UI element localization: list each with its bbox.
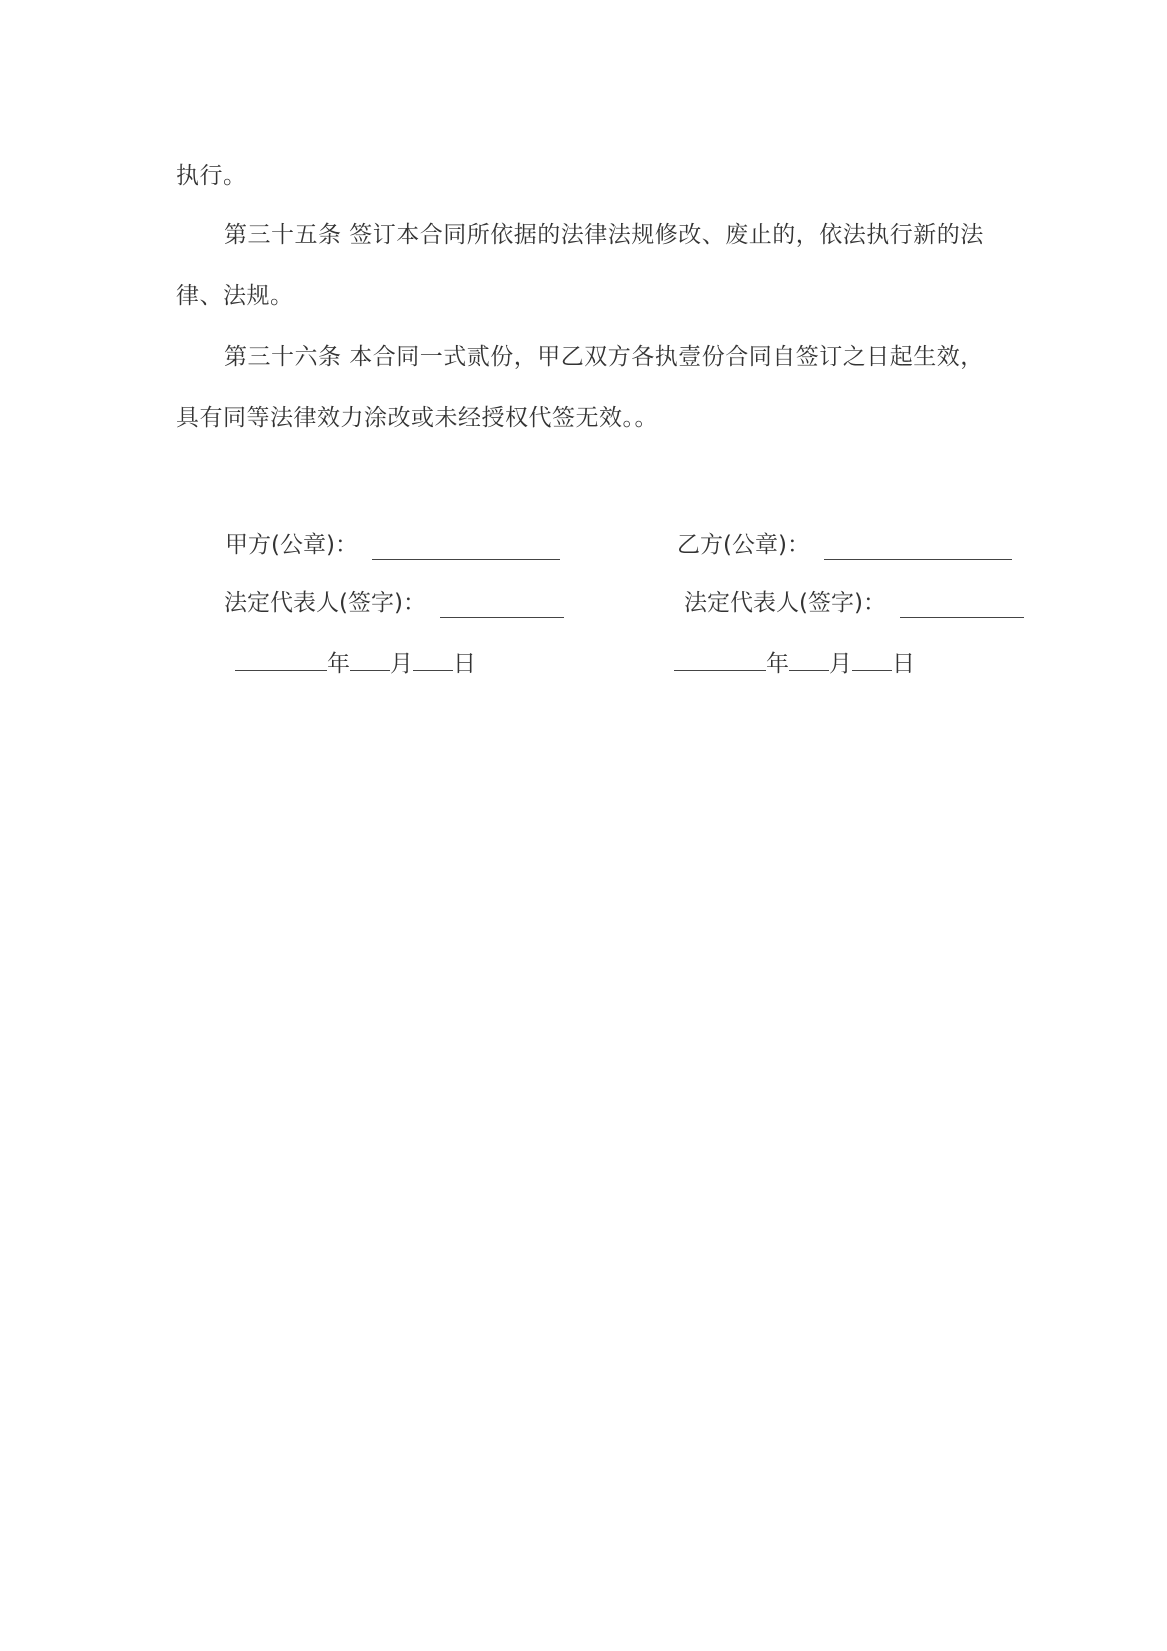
party-b-month-label: 月	[829, 651, 852, 677]
party-b-rep-field[interactable]	[900, 593, 1024, 618]
party-a-seal-field[interactable]	[372, 535, 560, 560]
party-a-rep-row	[224, 588, 564, 618]
party-a-day-label: 日	[453, 651, 476, 677]
party-b-day-field[interactable]	[852, 648, 892, 671]
article-36-line-1: 第三十六条 本合同一式贰份，甲乙双方各执壹份合同自签订之日起生效，	[224, 344, 984, 370]
article-36-line-2: 具有同等法律效力涂改或未经授权代签无效。。	[176, 405, 658, 431]
article-35-line-2: 律、法规。	[176, 283, 294, 309]
party-a-rep-label: 法定代表人(签字)：	[224, 590, 426, 616]
paragraph-continuation: 执行。	[176, 163, 247, 189]
party-a-rep-field[interactable]	[440, 593, 564, 618]
party-a-date-row	[235, 648, 476, 679]
party-b-seal-field[interactable]	[824, 535, 1012, 560]
party-a-day-field[interactable]	[413, 648, 453, 671]
article-35-line-1: 第三十五条 签订本合同所依据的法律法规修改、废止的，依法执行新的法	[224, 222, 984, 248]
party-b-year-label: 年	[766, 651, 789, 677]
party-a-month-field[interactable]	[350, 648, 390, 671]
party-b-seal-row	[677, 530, 1012, 560]
party-b-date-row	[674, 648, 915, 679]
party-a-year-field[interactable]	[235, 648, 327, 671]
party-b-rep-row	[684, 588, 1024, 618]
party-b-day-label: 日	[892, 651, 915, 677]
party-a-year-label: 年	[327, 651, 350, 677]
party-b-year-field[interactable]	[674, 648, 766, 671]
party-b-rep-label: 法定代表人(签字)：	[684, 590, 886, 616]
party-a-month-label: 月	[390, 651, 413, 677]
party-b-seal-label: 乙方(公章)：	[677, 532, 810, 558]
party-a-seal-row	[225, 530, 560, 560]
party-b-month-field[interactable]	[789, 648, 829, 671]
party-a-seal-label: 甲方(公章)：	[225, 532, 358, 558]
